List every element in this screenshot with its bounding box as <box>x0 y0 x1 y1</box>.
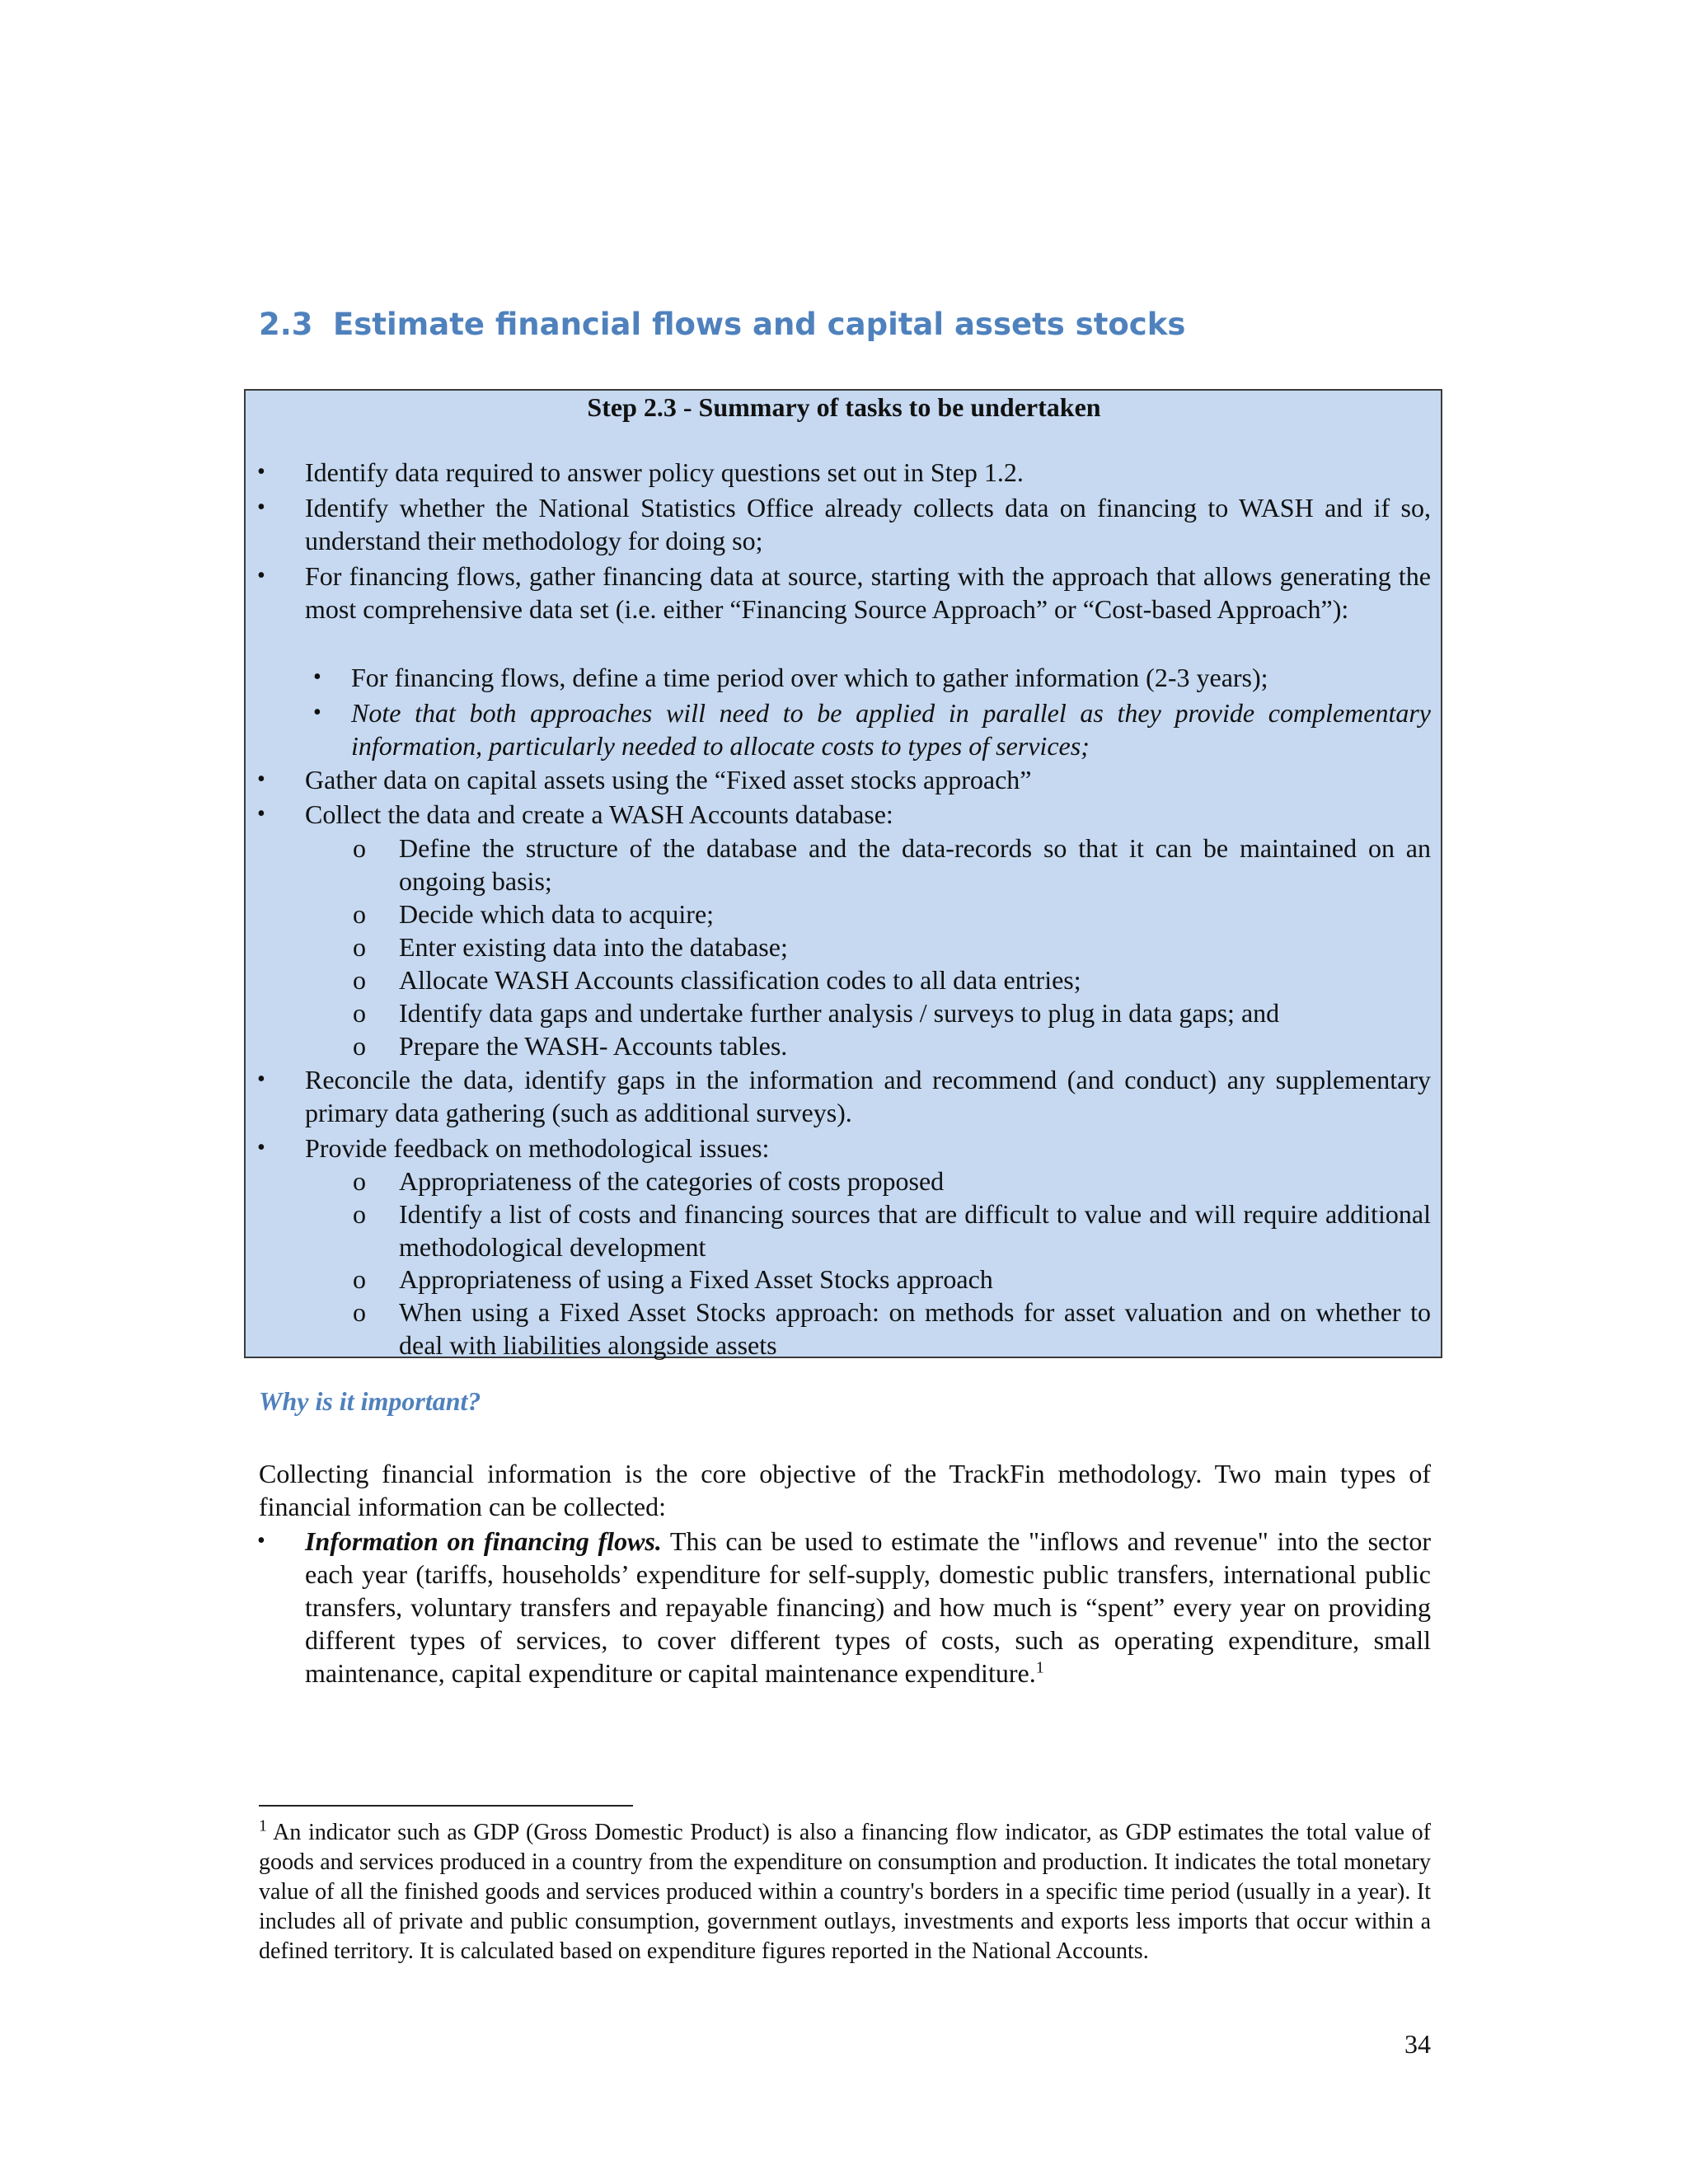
summary-item-5-sub-5: Identify data gaps and undertake further analysis / surveys to plug in data gaps; and <box>399 998 1280 1028</box>
sub-bullet-glyph: o <box>353 1297 366 1327</box>
footnote-reference[interactable]: 1 <box>1035 1658 1044 1677</box>
summary-item-5-sub-6: Prepare the WASH- Accounts tables. <box>399 1031 788 1061</box>
section-title: Estimate financial flows and capital assets stocks <box>333 307 1186 342</box>
sub-bullet-glyph: o <box>353 998 366 1028</box>
summary-item-1: Identify data required to answer policy questions set out in Step 1.2. <box>305 457 1024 487</box>
summary-item-7-sub-1: Appropriateness of the categories of costs proposed <box>399 1166 945 1196</box>
intro-paragraph: Collecting financial information is the core objective of the TrackFin methodology. Two main types of financial information can be collected: <box>259 1459 1431 1521</box>
footnote-text: An indicator such as GDP (Gross Domestic Product) is also a financing flow indicator, as GDP estimates the total value of goods and services produced in a country from the expenditure on consumption and production. It indicates the total monetary value of all the finished goods and services produced within a country's borders in a specific time period (usually in a year). It includes all of private and public consumption, government outlays, investments and exports less imports that occur within a defined territory. It is calculated based on expenditure figures reported in the National Accounts. <box>259 1820 1431 1964</box>
footnote-marker: 1 <box>259 1816 267 1835</box>
summary-item-7-sub-2: Identify a list of costs and financing sources that are difficult to value and will require additional methodological development <box>399 1199 1431 1262</box>
sub-bullet-glyph: o <box>353 1199 366 1229</box>
why-heading: Why is it important? <box>259 1386 481 1416</box>
footnote-separator <box>259 1805 633 1807</box>
summary-item-3-sub-2: Note that both approaches will need to be applied in parallel as they provide complementary information, particularly needed to allocate costs to types of services; <box>351 698 1431 761</box>
bullet-glyph: • <box>257 459 265 485</box>
sub-bullet-glyph: o <box>353 965 366 995</box>
info-bullet-text: This can be used to estimate the "inflows and revenue" into the sector each year (tariffs, households’ expenditure for self-supply, domestic public transfers, international public transfers, voluntary transfers and repayable financing) and how much is “spent” every year on providing different types of services, to cover different types of costs, such as operating expenditure, small maintenance, capital expenditure or capital maintenance expenditure. <box>305 1526 1432 1688</box>
summary-item-5-sub-2: Decide which data to acquire; <box>399 899 715 929</box>
footnote <box>259 1818 1431 1966</box>
page-number: 34 <box>1404 2029 1431 2059</box>
summary-item-3: For financing flows, gather financing data at source, starting with the approach that allows generating the most comprehensive data set (i.e. either “Financing Source Approach” or “Cost-based Approach”): <box>305 561 1431 624</box>
summary-item-5-sub-4: Allocate WASH Accounts classification codes to all data entries; <box>399 965 1081 995</box>
bullet-glyph: • <box>257 1135 265 1160</box>
bullet-glyph: • <box>257 1528 265 1554</box>
bullet-glyph: • <box>313 664 321 690</box>
summary-item-7: Provide feedback on methodological issues: <box>305 1133 770 1163</box>
summary-item-7-sub-3: Appropriateness of using a Fixed Asset Stocks approach <box>399 1264 993 1294</box>
sub-bullet-glyph: o <box>353 899 366 929</box>
section-heading <box>259 307 1185 342</box>
bullet-glyph: • <box>257 563 265 588</box>
info-bullet-lead: Information on financing flows. <box>305 1526 662 1556</box>
sub-bullet-glyph: o <box>353 1031 366 1061</box>
summary-item-6: Reconcile the data, identify gaps in the information and recommend (and conduct) any supplementary primary data gathering (such as additional surveys). <box>305 1065 1431 1127</box>
section-number: 2.3 <box>259 307 313 342</box>
summary-item-4: Gather data on capital assets using the “Fixed asset stocks approach” <box>305 765 1032 794</box>
summary-item-3-sub-1: For financing flows, define a time period over which to gather information (2-3 years); <box>351 663 1268 692</box>
summary-box-title: Step 2.3 - Summary of tasks to be undertaken <box>587 392 1101 422</box>
summary-item-5: Collect the data and create a WASH Accounts database: <box>305 799 893 829</box>
bullet-glyph: • <box>257 801 265 827</box>
bullet-glyph: • <box>313 700 321 725</box>
sub-bullet-glyph: o <box>353 1264 366 1294</box>
bullet-glyph: • <box>257 494 265 520</box>
sub-bullet-glyph: o <box>353 1166 366 1196</box>
bullet-glyph: • <box>257 766 265 792</box>
sub-bullet-glyph: o <box>353 932 366 962</box>
summary-item-5-sub-3: Enter existing data into the database; <box>399 932 788 962</box>
summary-item-7-sub-4: When using a Fixed Asset Stocks approach: on methods for asset valuation and on whether to deal with liabilities alongside assets <box>399 1297 1431 1360</box>
summary-item-5-sub-1: Define the structure of the database and the data-records so that it can be maintained on an ongoing basis; <box>399 833 1431 896</box>
info-bullet <box>305 1525 1431 1690</box>
sub-bullet-glyph: o <box>353 833 366 863</box>
summary-item-2: Identify whether the National Statistics Office already collects data on financing to WASH and if so, understand their methodology for doing so; <box>305 493 1431 555</box>
bullet-glyph: • <box>257 1066 265 1092</box>
